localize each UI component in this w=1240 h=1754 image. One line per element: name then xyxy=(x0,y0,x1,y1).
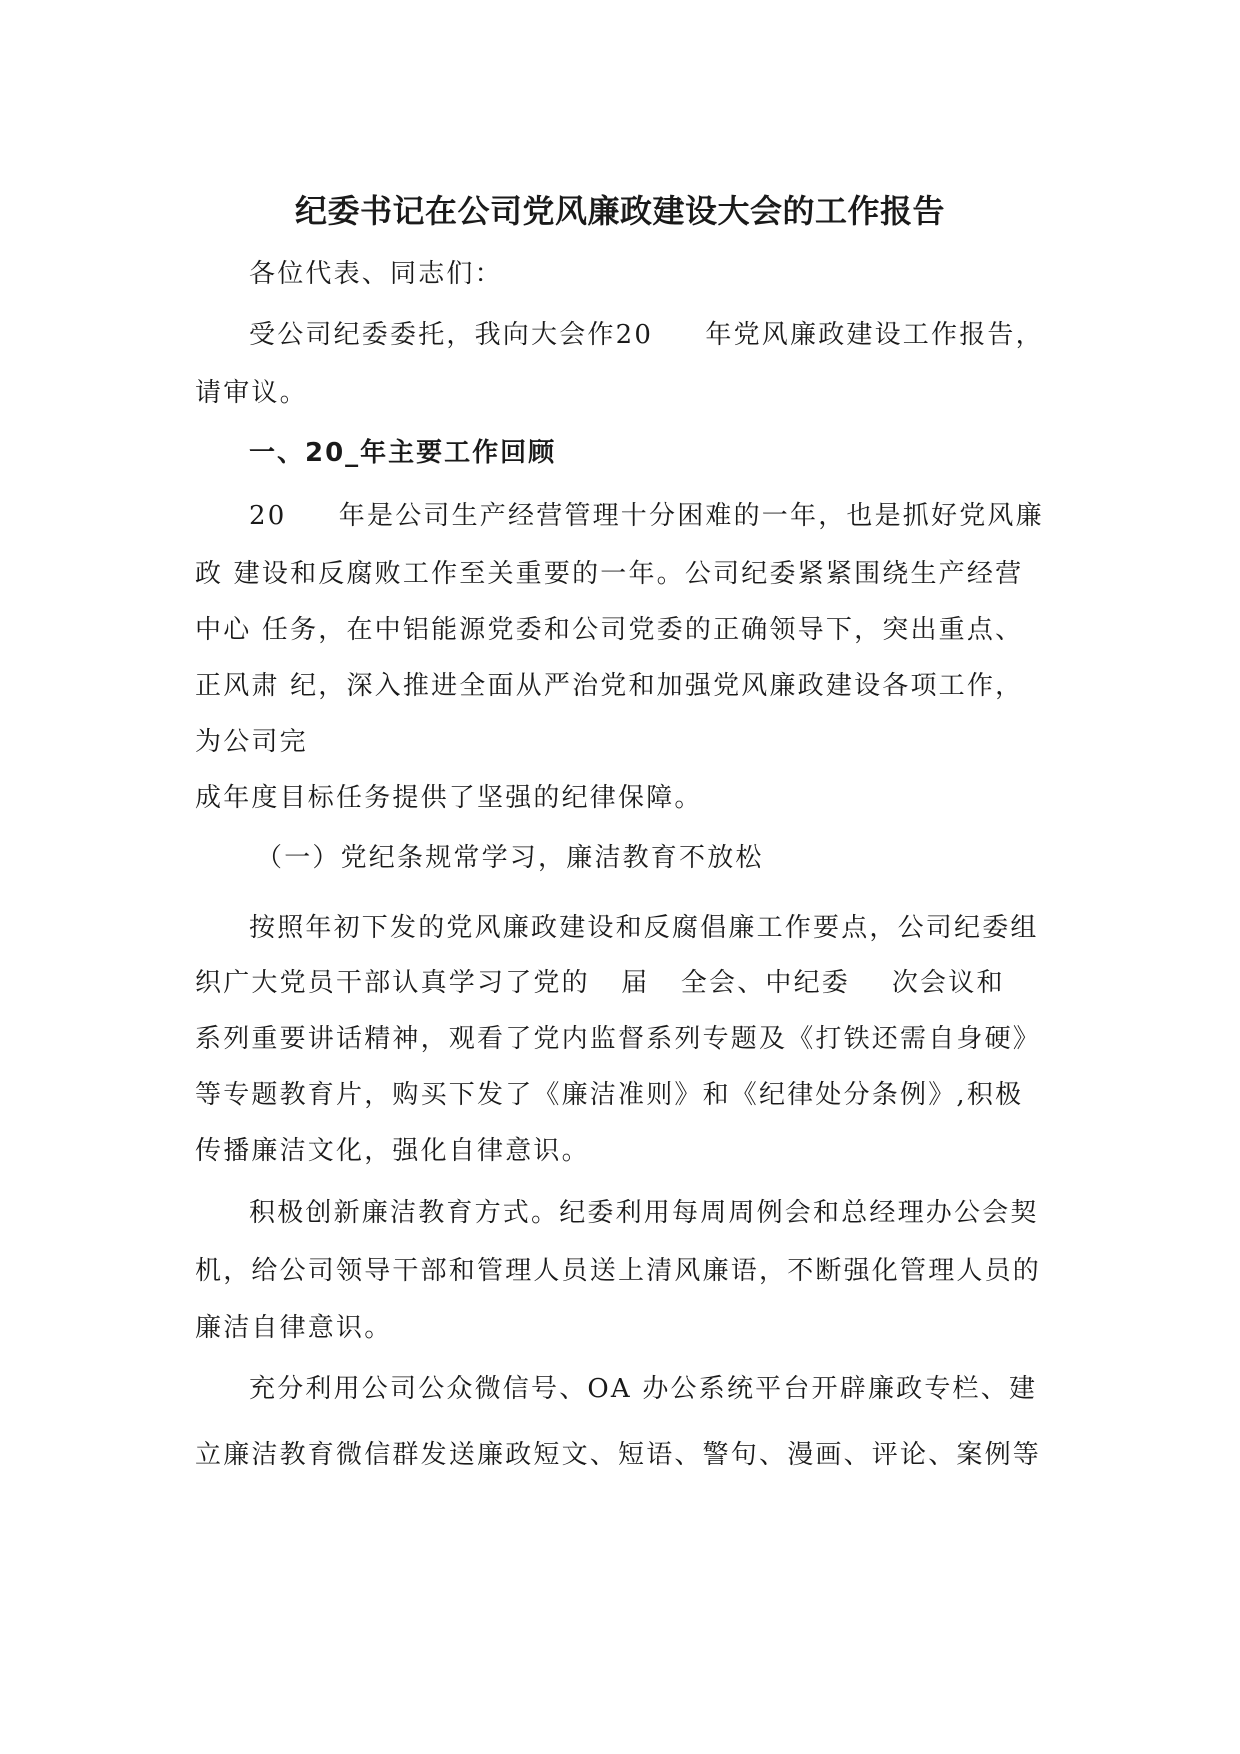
paragraph-line: 积极创新廉洁教育方式。纪委利用每周周例会和总经理办公会契 xyxy=(249,1198,1039,1228)
paragraph-line: 等专题教育片，购买下发了《廉洁准则》和《纪律处分条例》,积极 xyxy=(195,1080,1024,1110)
paragraph-line: 织广大党员干部认真学习了党的 届 全会、中纪委 次会议和 xyxy=(195,968,1005,998)
section-heading: 一、20_年主要工作回顾 xyxy=(249,438,557,468)
paragraph-line: 20 年是公司生产经营管理十分困难的一年，也是抓好党风廉 xyxy=(249,501,1044,531)
paragraph-line: 成年度目标任务提供了坚强的纪律保障。 xyxy=(195,783,703,813)
paragraph-line: 按照年初下发的党风廉政建设和反腐倡廉工作要点，公司纪委组 xyxy=(249,913,1039,943)
paragraph-line: 系列重要讲话精神，观看了党内监督系列专题及《打铁还需自身硬》 xyxy=(195,1024,1042,1054)
paragraph-line: 受公司纪委委托，我向大会作20 年党风廉政建设工作报告， xyxy=(249,320,1044,350)
paragraph-line: 政 建设和反腐败工作至关重要的一年。公司纪委紧紧围绕生产经营 xyxy=(195,559,1024,589)
paragraph-line: 充分利用公司公众微信号、OA 办公系统平台开辟廉政专栏、建 xyxy=(249,1374,1038,1404)
document-title: 纪委书记在公司党风廉政建设大会的工作报告 xyxy=(294,192,945,230)
paragraph-line: 廉洁自律意识。 xyxy=(195,1313,393,1343)
paragraph-line: 为公司完 xyxy=(195,727,308,757)
salutation: 各位代表、同志们： xyxy=(249,259,503,289)
paragraph-line: 正风肃 纪，深入推进全面从严治党和加强党风廉政建设各项工作， xyxy=(195,671,1024,701)
subsection-heading: （一）党纪条规常学习，廉洁教育不放松 xyxy=(256,843,764,873)
paragraph-line: 请审议。 xyxy=(195,378,308,408)
paragraph-line: 立廉洁教育微信群发送廉政短文、短语、警句、漫画、评论、案例等 xyxy=(195,1440,1042,1470)
paragraph-line: 机，给公司领导干部和管理人员送上清风廉语，不断强化管理人员的 xyxy=(195,1256,1042,1286)
paragraph-line: 中心 任务，在中铝能源党委和公司党委的正确领导下，突出重点、 xyxy=(195,615,1024,645)
paragraph-line: 传播廉洁文化，强化自律意识。 xyxy=(195,1136,590,1166)
